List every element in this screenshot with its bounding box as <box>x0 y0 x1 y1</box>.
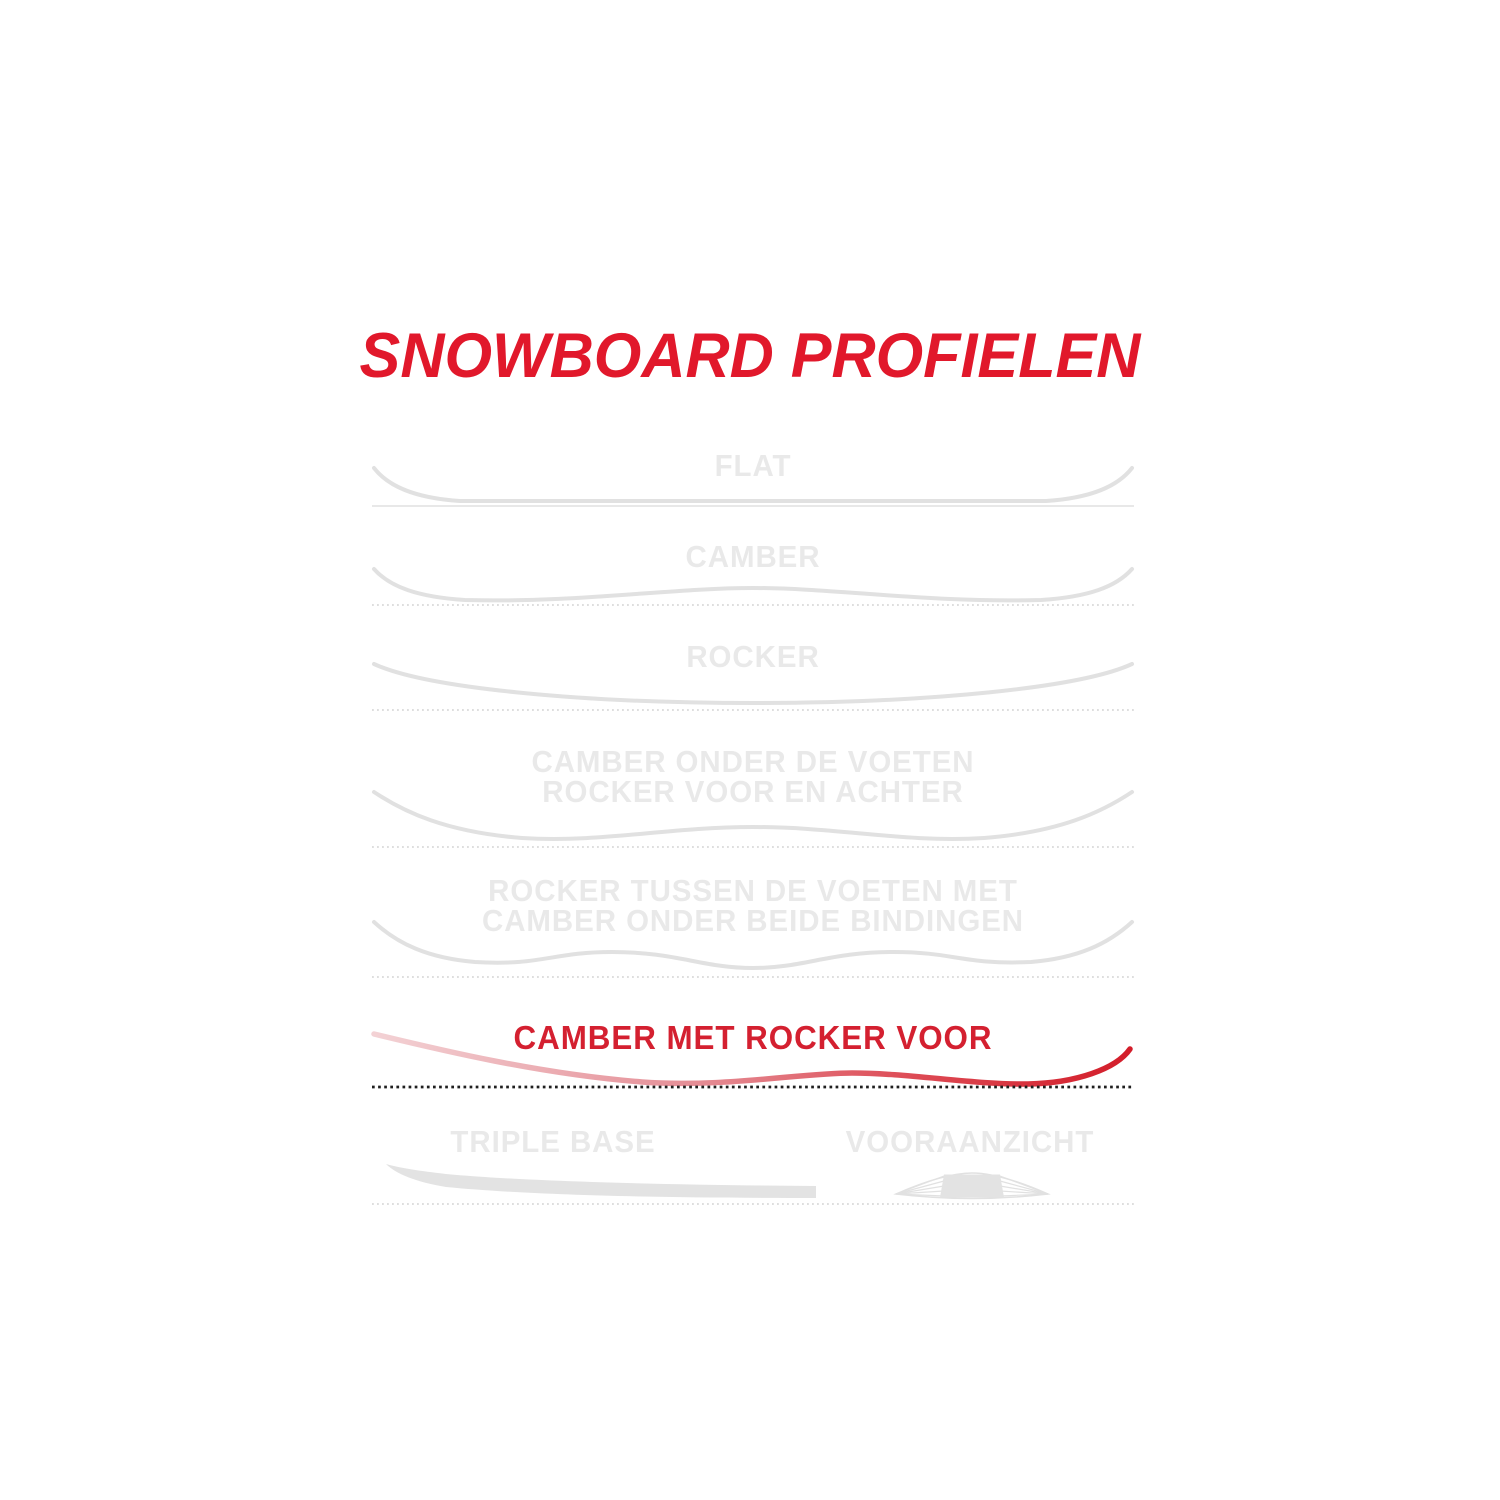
rocker-board-outline <box>374 664 1132 703</box>
bottom-row-shapes <box>370 1156 1136 1210</box>
camber-board-outline <box>374 569 1132 600</box>
profile-camber-rocker-voor-label: CAMBER MET ROCKER VOOR <box>513 1019 993 1056</box>
vooraanzicht-label: VOORAANZICHT <box>845 1124 1095 1159</box>
profile-flat-label: FLAT <box>714 448 792 483</box>
profile-rocker-camber-label-line1: ROCKER TUSSEN DE VOETEN MET <box>488 873 1018 908</box>
profiles-diagram <box>370 0 1136 1500</box>
profile-camber-rocker-label-line1: CAMBER ONDER DE VOETEN <box>531 744 975 779</box>
profile-camber-curve <box>370 560 1136 610</box>
profile-rocker-label: ROCKER <box>686 639 820 674</box>
profile-camber-rocker-label-line2: ROCKER VOOR EN ACHTER <box>542 774 964 809</box>
page-title: SNOWBOARD PROFIELEN <box>359 321 1141 391</box>
lens-center-block <box>940 1175 1004 1198</box>
flat-board-outline <box>374 468 1132 501</box>
triple-base-shape <box>386 1164 816 1198</box>
profile-rocker-camber-curve <box>370 914 1136 982</box>
profile-camber-label: CAMBER <box>685 539 821 574</box>
profile-flat-curve <box>370 462 1136 510</box>
profile-rocker-curve <box>370 656 1136 714</box>
profile-camber-rocker-curve <box>370 786 1136 850</box>
front-view-lens-icon <box>896 1173 1048 1199</box>
camber-rocker-voor-board-outline <box>374 1034 1130 1084</box>
profile-rocker-camber-label-line2: CAMBER ONDER BEIDE BINDINGEN <box>481 903 1025 938</box>
profile-camber-rocker-voor-curve <box>370 1030 1136 1092</box>
triple-base-label: TRIPLE BASE <box>450 1124 656 1159</box>
rocker-camber-board-outline <box>374 922 1132 968</box>
camber-rocker-board-outline <box>374 792 1132 839</box>
